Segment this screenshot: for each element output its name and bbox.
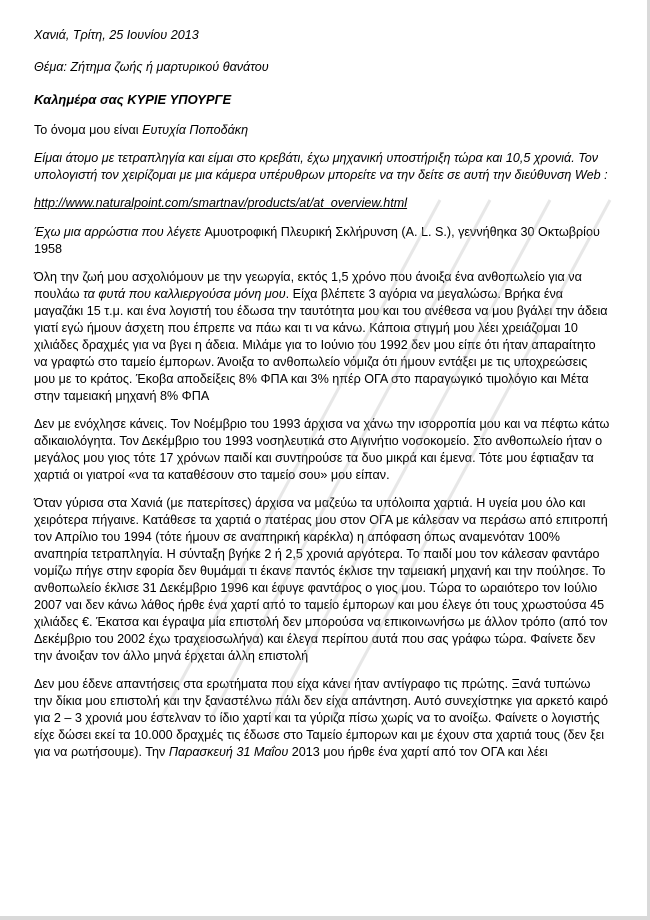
- intro-paragraph: Είμαι άτομο με τετραπληγία και είμαι στο κρεβάτι, έχω μηχανική υποστήριξη τώρα και 10,5 χρονιά. Τον υπολογιστή τον χειρίζομαι με μια κάμερα υπέρυθρων μπορείτε να την δείτε σε αυτή την διεύθυνση Web :: [34, 151, 608, 182]
- p4-text-b: 2013 μου ήρθε ένα χαρτί από τον ΟΓΑ και λέει: [288, 745, 548, 759]
- letter-date: Χανιά, Τρίτη, 25 Ιουνίου 2013: [34, 28, 199, 42]
- device-url-link[interactable]: http://www.naturalpoint.com/smartnav/products/at/at_overview.html: [34, 196, 408, 210]
- paragraph-3: Όταν γύρισα στα Χανιά (με πατερίτσες) άρχισα να μαζεύω τα υπόλοιπα χαρτιά. Η υγεία μου όλο και χειρότερα πήγαινε. Κατάθεσε τα χαρτιά ο πατέρας μου στον ΟΓΑ με κάλεσαν να περάσω από επιτροπή τον Απρίλιο του 1994 (τότε ήμουν σε αναπηρική καρέκλα) η απόφαση όπως αναμενόταν 100% αναπηρία τετραπληγία. Η σύνταξη βγήκε 2 ή 2,5 χρονιά αργότερα. Το παιδί μου τον κάλεσαν φαντάρο νομίζω πήγε στην εφορία δεν θυμάμαι τι έκανε παντός έκλισε την ταμειακή μηχανή και την πούλησε. Το ανθοπωλείο έκλισε 31 Δεκέμβριο 1996 και έφυγε φαντάρος ο γιος μου. Τώρα το ωραιότερο τον Ιούλιο 2007 ναι δεν κάνω λάθος ήρθε ένα χαρτί από το ταμείο έμπορων και μου έλεγε ότι τους χρωστούσα 45 χιλιάδες €. Έκατσα και έγραψα μία επιστολή δεν μπορούσα να επικοινωνήσω με άλλον τρόπο (από τον Δεκέμβριο του 2002 έχω τραχειοσωλήνα) και έλεγα περίπου αυτά που σας γράφω τώρα. Φαίνετε δεν την άνοιξαν τον άλλο μηνά έρχεται άλλη επιστολή: [34, 496, 608, 663]
- letter-greeting: Καλημέρα σας ΚΥΡΙΕ ΥΠΟΥΡΓΕ: [34, 92, 232, 107]
- p1-italic: τα φυτά που καλλιεργούσα μόνη μου: [83, 287, 286, 301]
- p1-text-a: Όλη την ζωή μου ασχολιόμουν με την γεωργία, εκτός 1,5 χρόνο που άνοιξα ένα ανθοπωλείο για να πουλάω: [34, 270, 582, 301]
- illness-paragraph: [34, 224, 610, 258]
- paragraph-2: Δεν με ενόχλησε κάνεις. Τον Νοέμβριο του 1993 άρχισα να χάνω την ισορροπία μου και να πέφτω κάτω αδικαιολόγητα. Τον Δεκέμβριο του 1993 νοσηλευτικά στο Αιγινήτιο νοσοκομείο. Στο ανθοπωλείο ήταν ο μεγάλος μου γιος τότε 17 χρόνων παιδί και συντηρούσε τα δυο μικρά και έμενα. Τότε μου έφτιαξαν τα χαρτιά οι γιατροί «να τα καταθέσουν στο ταμείο σου» μου είπαν.: [34, 417, 610, 482]
- name-prefix: Το όνομα μου είναι: [34, 123, 143, 137]
- illness-prefix: Έχω μια αρρώστια που λέγετε: [34, 225, 205, 239]
- author-name: Ευτυχία Ποποδάκη: [142, 123, 249, 137]
- p1-text-b: . Είχα βλέπετε 3 αγόρια να μεγαλώσω. Βρήκα ένα μαγαζάκι 15 τ.μ. και ένα λογιστή του έδωσα την ταυτότητα μου και του ανέθεσα να μου βγάλει την άδεια γιατί εγώ ήμουν άσχετη που έπρεπε να πάω και τι να κάνω. Κάποια στιγμή μου λέει χρειάζομαι 10 χιλιάδες δραχμές για να βγει η άδεια. Μιλάμε για το Ιούνιο του 1992 δεν μου είπε ότι ήταν απαραίτητο να γραφτώ στο ταμείο έμπορων. Άνοιξα το ανθοπωλείο νόμιζα ότι ήμουν εντάξει με τις υποχρεώσεις μου με το κράτος. Έκοβα αποδείξεις 8% ΦΠΑ και 3% ηπέρ ΟΓΑ στο παραγωγικό τιμολόγιο και Μέτα στην ταμειακή μηχανή 8% ΦΠΑ: [34, 287, 608, 403]
- letter-subject: Θέμα: Ζήτημα ζωής ή μαρτυρικού θανάτου: [34, 60, 269, 74]
- p4-italic: Παρασκευή 31 Μαΐου: [168, 745, 289, 759]
- author-name-line: [34, 122, 610, 139]
- paragraph-4: [34, 676, 610, 761]
- page-bottom-shadow: [0, 916, 650, 920]
- p4-text-a: Δεν μου έδενε απαντήσεις στα ερωτήματα που είχα κάνει ήταν αντίγραφο τις πρώτης. Ξανά τυπώνω την δίκια μου επιστολή και την ξαναστέλνω πάλι δεν είχα απάντηση. Αυτό συνεχίστηκε για αρκετό καιρό για 2 – 3 χρονιά μου έστελναν το ίδιο χαρτί και τα γύριζα πίσω χωρίς να το ανοίξω. Φαίνετε ο λογιστής είχε δώσει εκεί τα 10.000 δραχμές τις έδωσε στο Ταμείο έμπορων και με έχουν στα χαρτιά τους (δεν ξει για να ρωτήσουμε). Την: [34, 677, 608, 759]
- illness-rest: Αμυοτροφική Πλευρική Σκλήρυνση (A. L. S.), γεννήθηκα 30 Οκτωβρίου 1958: [34, 225, 600, 256]
- paragraph-1: [34, 269, 610, 405]
